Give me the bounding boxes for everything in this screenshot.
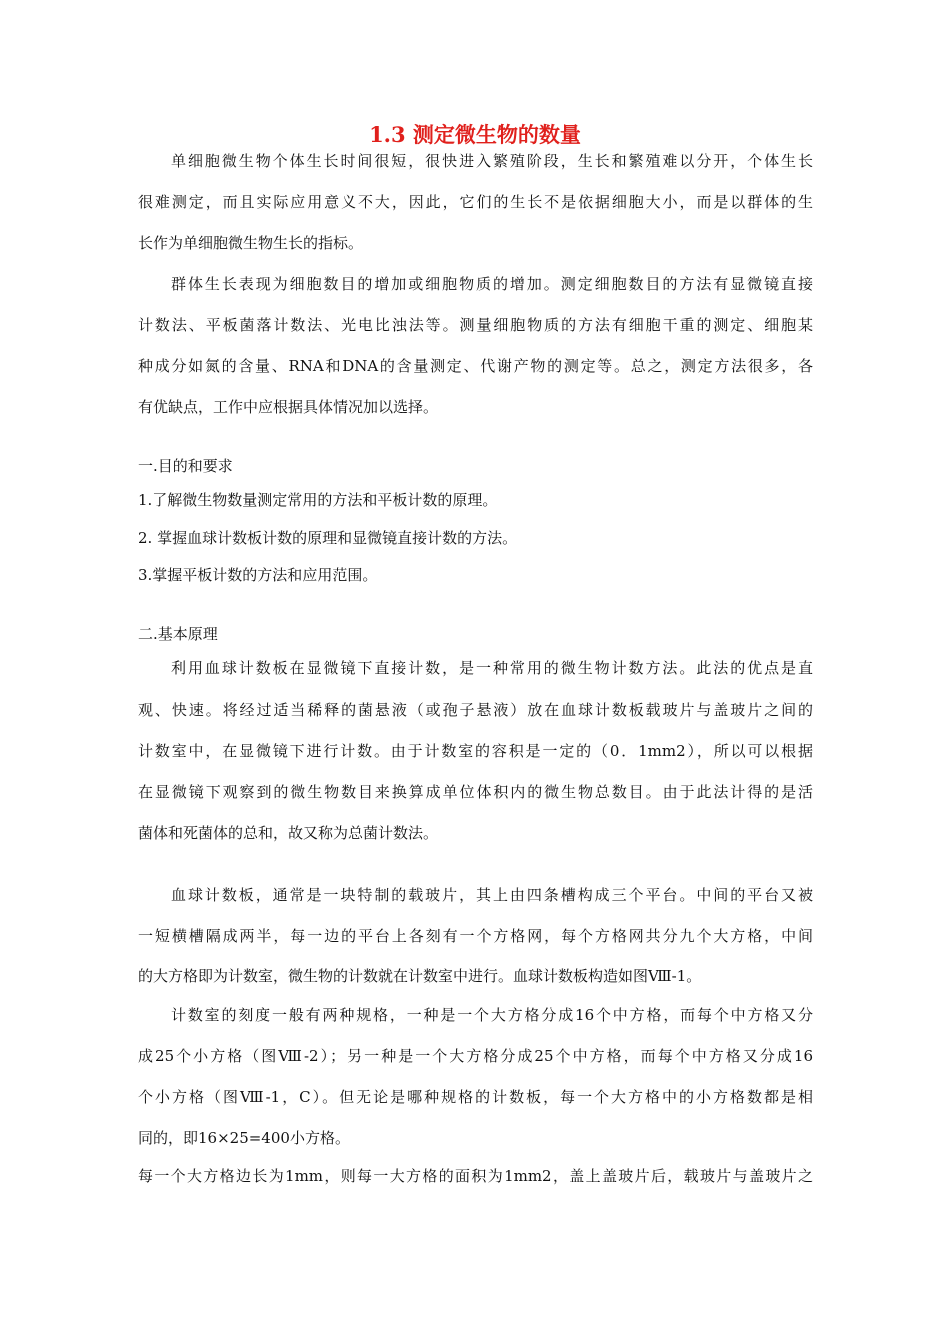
section2-p3-line-4: 同的，即16×25=400小方格。 [138, 1129, 350, 1147]
section2-p1-line-2: 观、快速。将经过适当稀释的菌悬液（或孢子悬液）放在血球计数板载玻片与盖玻片之间的 [138, 701, 813, 719]
document-title: 1.3 测定微生物的数量 [369, 122, 581, 147]
section1-item-3: 3.掌握平板计数的方法和应用范围。 [138, 566, 378, 584]
section2-p1-line-5: 菌体和死菌体的总和，故又称为总菌计数法。 [138, 824, 439, 842]
intro-p2-line-2: 计数法、平板菌落计数法、光电比浊法等。测量细胞物质的方法有细胞干重的测定、细胞某 [138, 316, 813, 334]
section2-heading: 二.基本原理 [138, 625, 218, 643]
section2-p2-line-1: 血球计数板，通常是一块特制的载玻片，其上由四条槽构成三个平台。中间的平台又被 [171, 886, 813, 904]
section2-p2-line-2: 一短横槽隔成两半，每一边的平台上各刻有一个方格网，每个方格网共分九个大方格，中间 [138, 927, 813, 945]
intro-p1-line-3: 长作为单细胞微生物生长的指标。 [138, 234, 364, 252]
section1-heading: 一.目的和要求 [138, 457, 233, 475]
section2-p1-line-4: 在显微镜下观察到的微生物数目来换算成单位体积内的微生物总数目。由于此法计得的是活 [138, 783, 813, 801]
section1-item-1: 1.了解微生物数量测定常用的方法和平板计数的原理。 [138, 491, 498, 509]
intro-p2-line-4: 有优缺点，工作中应根据具体情况加以选择。 [138, 398, 439, 416]
section2-p2-line-3: 的大方格即为计数室，微生物的计数就在计数室中进行。血球计数板构造如图Ⅷ-1。 [138, 967, 702, 985]
intro-p1-line-2: 很难测定，而且实际应用意义不大，因此，它们的生长不是依据细胞大小，而是以群体的生 [138, 193, 813, 211]
section2-p4-line-1: 每一个大方格边长为1mm，则每一大方格的面积为1mm2，盖上盖玻片后，载玻片与盖玻片之 [138, 1167, 813, 1185]
section2-p3-line-2: 成25个小方格（图Ⅷ-2）；另一种是一个大方格分成25个中方格，而每个中方格又分成16 [138, 1047, 813, 1065]
section2-p1-line-3: 计数室中，在显微镜下进行计数。由于计数室的容积是一定的（0．1mm2），所以可以根据 [138, 742, 813, 760]
section2-p1-line-1: 利用血球计数板在显微镜下直接计数，是一种常用的微生物计数方法。此法的优点是直 [171, 659, 813, 677]
intro-p2-line-1: 群体生长表现为细胞数目的增加或细胞物质的增加。测定细胞数目的方法有显微镜直接 [171, 275, 813, 293]
section1-item-2: 2. 掌握血球计数板计数的原理和显微镜直接计数的方法。 [138, 529, 518, 547]
section2-p3-line-3: 个小方格（图Ⅷ-1，C）。但无论是哪种规格的计数板，每一个大方格中的小方格数都是相 [138, 1088, 813, 1106]
intro-p2-line-3: 种成分如氮的含量、RNA和DNA的含量测定、代谢产物的测定等。总之，测定方法很多，各 [138, 357, 813, 375]
section2-p3-line-1: 计数室的刻度一般有两种规格，一种是一个大方格分成16个中方格，而每个中方格又分 [171, 1006, 813, 1024]
intro-p1-line-1: 单细胞微生物个体生长时间很短，很快进入繁殖阶段，生长和繁殖难以分开，个体生长 [171, 152, 813, 170]
